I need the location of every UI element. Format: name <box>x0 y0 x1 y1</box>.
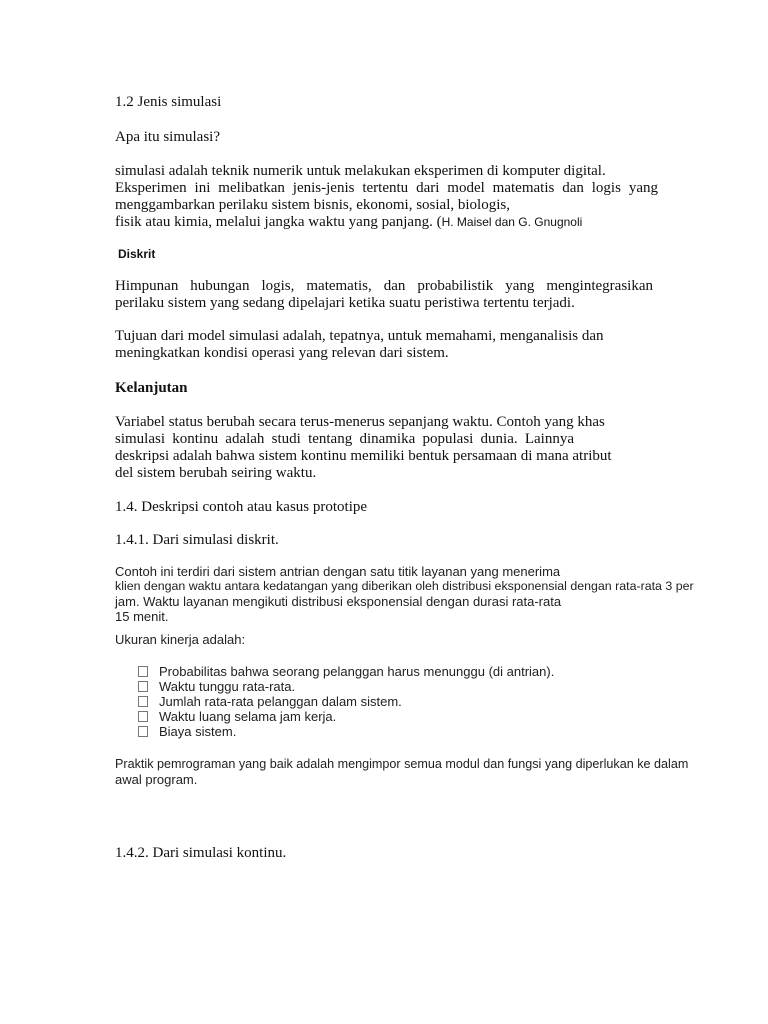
kelanjutan-heading: Kelanjutan <box>115 380 188 396</box>
citation: H. Maisel dan G. Gnugnoli <box>441 215 583 229</box>
ukuran-label: Ukuran kinerja adalah: <box>115 632 246 647</box>
question-heading: Apa itu simulasi? <box>115 129 220 145</box>
paragraph-line: deskripsi adalah bahwa sistem kontinu memiliki bentuk persamaan di mana atribut <box>115 448 612 464</box>
paragraph-line: Himpunan hubungan logis, matematis, dan probabilistik yang mengintegrasikan <box>115 278 653 294</box>
bullet-box-icon <box>138 696 148 707</box>
paragraph-line: perilaku sistem yang sedang dipelajari ketika suatu peristiwa tertentu terjadi. <box>115 295 575 311</box>
praktik-paragraph <box>115 757 688 787</box>
bullet-box-icon <box>138 726 148 737</box>
paragraph-line: 15 menit. <box>115 609 169 624</box>
list-item <box>115 679 554 694</box>
paragraph-line: simulasi kontinu adalah studi tentang dinamika populasi dunia. Lainnya <box>115 431 574 447</box>
list-item-text: Waktu luang selama jam kerja. <box>159 709 337 724</box>
section-heading-1-2: 1.2 Jenis simulasi <box>115 94 222 110</box>
paragraph-line: Contoh ini terdiri dari sistem antrian dengan satu titik layanan yang menerima <box>115 564 561 579</box>
paragraph-line: del sistem berubah seiring waktu. <box>115 465 317 481</box>
list-item-text: Waktu tunggu rata-rata. <box>159 679 296 694</box>
tujuan-paragraph <box>115 328 613 362</box>
list-item-text: Jumlah rata-rata pelanggan dalam sistem. <box>159 694 402 709</box>
paragraph-line: Tujuan dari model simulasi adalah, tepatnya, untuk memahami, menganalisis dan <box>115 328 604 344</box>
list-item <box>115 724 554 739</box>
contoh-paragraph <box>115 564 694 624</box>
list-item-text: Probabilitas bahwa seorang pelanggan harus menunggu (di antrian). <box>159 664 555 679</box>
paragraph-line: simulasi adalah teknik numerik untuk melakukan eksperimen di komputer digital. <box>115 163 606 179</box>
paragraph-line: klien dengan waktu antara kedatangan yang diberikan oleh distribusi eksponensial dengan rata-rata 3 per <box>115 579 694 593</box>
paragraph-line: Variabel status berubah secara terus-menerus sepanjang waktu. Contoh yang khas <box>115 414 605 430</box>
list-item <box>115 664 554 679</box>
paragraph-line: jam. Waktu layanan mengikuti distribusi eksponensial dengan durasi rata-rata <box>115 594 562 609</box>
bullet-box-icon <box>138 666 148 677</box>
paragraph-line: awal program. <box>115 772 198 787</box>
paragraph-line <box>115 214 658 231</box>
bullet-box-icon <box>138 711 148 722</box>
section-heading-1-4-1: 1.4.1. Dari simulasi diskrit. <box>115 532 279 548</box>
paragraph-line-text: fisik atau kimia, melalui jangka waktu yang panjang. ( <box>115 214 442 230</box>
paragraph-line: Praktik pemrograman yang baik adalah mengimpor semua modul dan fungsi yang diperlukan ke dalam <box>115 757 689 771</box>
diskrit-paragraph <box>115 278 653 312</box>
list-item <box>115 709 554 724</box>
section-heading-1-4-2: 1.4.2. Dari simulasi kontinu. <box>115 845 287 861</box>
kelanjutan-paragraph <box>115 414 612 482</box>
paragraph-line: menggambarkan perilaku sistem bisnis, ekonomi, sosial, biologis, <box>115 197 510 213</box>
list-item <box>115 694 554 709</box>
list-item-text: Biaya sistem. <box>159 724 237 739</box>
paragraph-line: Eksperimen ini melibatkan jenis-jenis tertentu dari model matematis dan logis yang <box>115 180 658 196</box>
definition-paragraph <box>115 163 658 231</box>
performance-bullet-list <box>115 664 554 739</box>
section-heading-1-4: 1.4. Deskripsi contoh atau kasus prototipe <box>115 499 368 515</box>
paragraph-line: meningkatkan kondisi operasi yang relevan dari sistem. <box>115 345 449 361</box>
diskrit-heading: Diskrit <box>118 247 156 261</box>
bullet-box-icon <box>138 681 148 692</box>
